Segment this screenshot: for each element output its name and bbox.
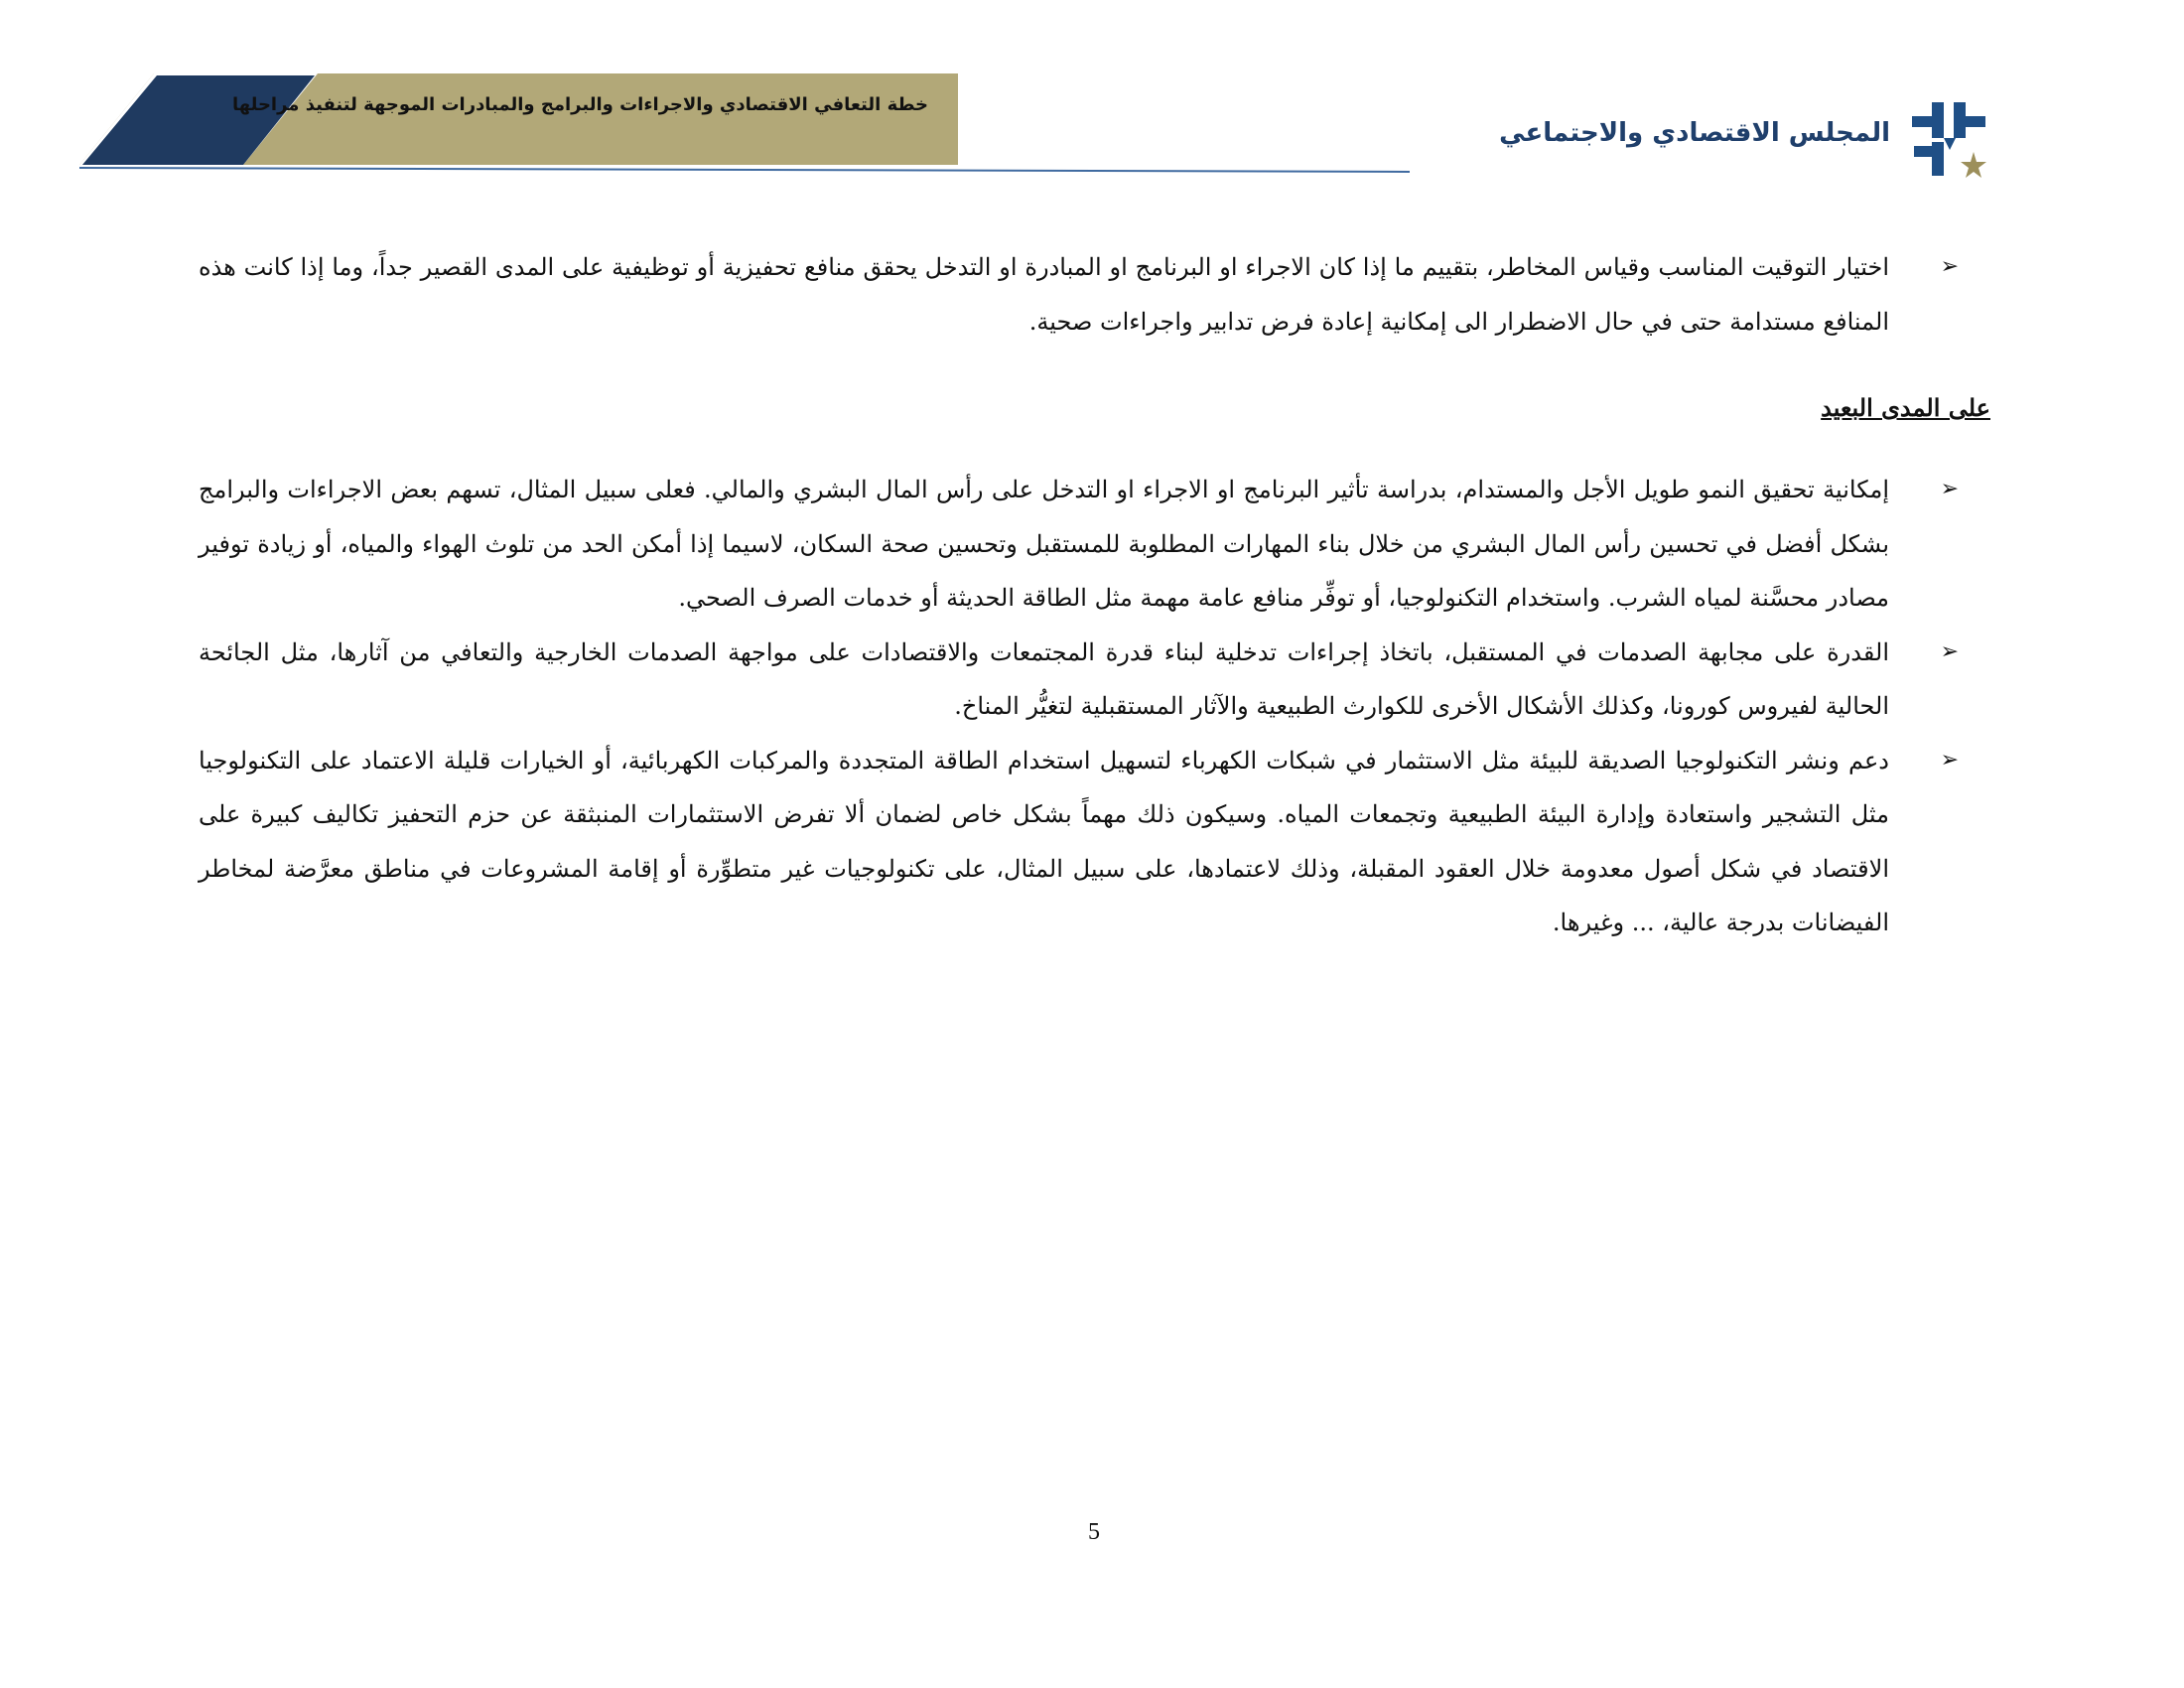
banner-title: خطة التعافي الاقتصادي والاجراءات والبرامج والمبادرات الموجهة لتنفيذ مراحلها — [231, 94, 928, 115]
bullet-text: دعم ونشر التكنولوجيا الصديقة للبيئة مثل الاستثمار في شبكات الكهرباء لتسهيل استخدام الطاقة المتجددة والمركبات الكهربائية، أو الخيارات قليلة الاعتماد على التكنولوجيا مثل التشجير واستعادة وإدارة البيئة الطبيعية وتجمعات المياه. وسيكون ذلك مهماً بشكل خاص لضمان ألا تفرض الاستثمارات المنبثقة عن حزم التحفيز تكاليف كبيرة على الاقتصاد في شكل أصول معدومة خلال العقود المقبلة، وذلك لاعتمادها، على سبيل المثال، على تكنولوجيات غير متطوِّرة أو إقامة المشروعات في مناطق معرَّضة لمخاطر الفيضانات بدرجة عالية، ... وغيرها. — [199, 746, 1889, 936]
header-divider-line — [79, 167, 1410, 173]
bullet-shock-resilience — [199, 626, 1990, 734]
section-heading-long-term: على المدى البعيد — [1821, 393, 1990, 422]
bullet-text: القدرة على مجابهة الصدمات في المستقبل، باتخاذ إجراءات تدخلية لبناء قدرة المجتمعات والاقتصادات على مواجهة الصدمات الخارجية والتعافي من آثارها، مثل الجائحة الحالية لفيروس كورونا، وكذلك الأشكال الأخرى للكوارث الطبيعية والآثار المستقبلية لتغيُّر المناخ. — [199, 637, 1889, 720]
page-body — [199, 240, 1990, 950]
bullet-arrow-icon: ➢ — [1940, 638, 1959, 664]
banner-shape — [79, 73, 958, 165]
bullet-long-term-growth — [199, 463, 1990, 626]
bullet-green-technology — [199, 734, 1990, 950]
logo-text: المجلس الاقتصادي والاجتماعي — [1499, 118, 1890, 148]
council-logo — [1499, 94, 1995, 184]
bullet-timing-risk — [199, 240, 1990, 349]
page-number: 5 — [1088, 1519, 1100, 1545]
bullet-arrow-icon: ➢ — [1940, 477, 1959, 501]
council-emblem-icon — [1904, 94, 1995, 186]
bullet-arrow-icon: ➢ — [1940, 747, 1959, 773]
header-banner — [79, 73, 958, 165]
bullet-arrow-icon: ➢ — [1940, 254, 1959, 279]
bullet-text: اختيار التوقيت المناسب وقياس المخاطر، بتقييم ما إذا كان الاجراء او البرنامج او المبادرة او التدخل يحقق منافع تحفيزية أو توظيفية على المدى القصير جداً، وما إذا كانت هذه المنافع مستدامة حتى في حال الاضطرار الى إمكانية إعادة فرض تدابير واجراءات صحية. — [199, 253, 1889, 336]
bullet-text: إمكانية تحقيق النمو طويل الأجل والمستدام، بدراسة تأثير البرنامج او الاجراء او التدخل على رأس المال البشري والمالي. فعلى سبيل المثال، تسهم بعض الاجراءات والبرامج بشكل أفضل في تحسين رأس المال البشري من خلال بناء المهارات المطلوبة للمستقبل وتحسين صحة السكان، لاسيما إذا أمكن الحد من تلوث الهواء والمياه، أو زيادة توفير مصادر محسَّنة لمياه الشرب. واستخدام التكنولوجيا، أو توفِّر منافع عامة مهمة مثل الطاقة الحديثة أو خدمات الصرف الصحي. — [199, 476, 1889, 612]
